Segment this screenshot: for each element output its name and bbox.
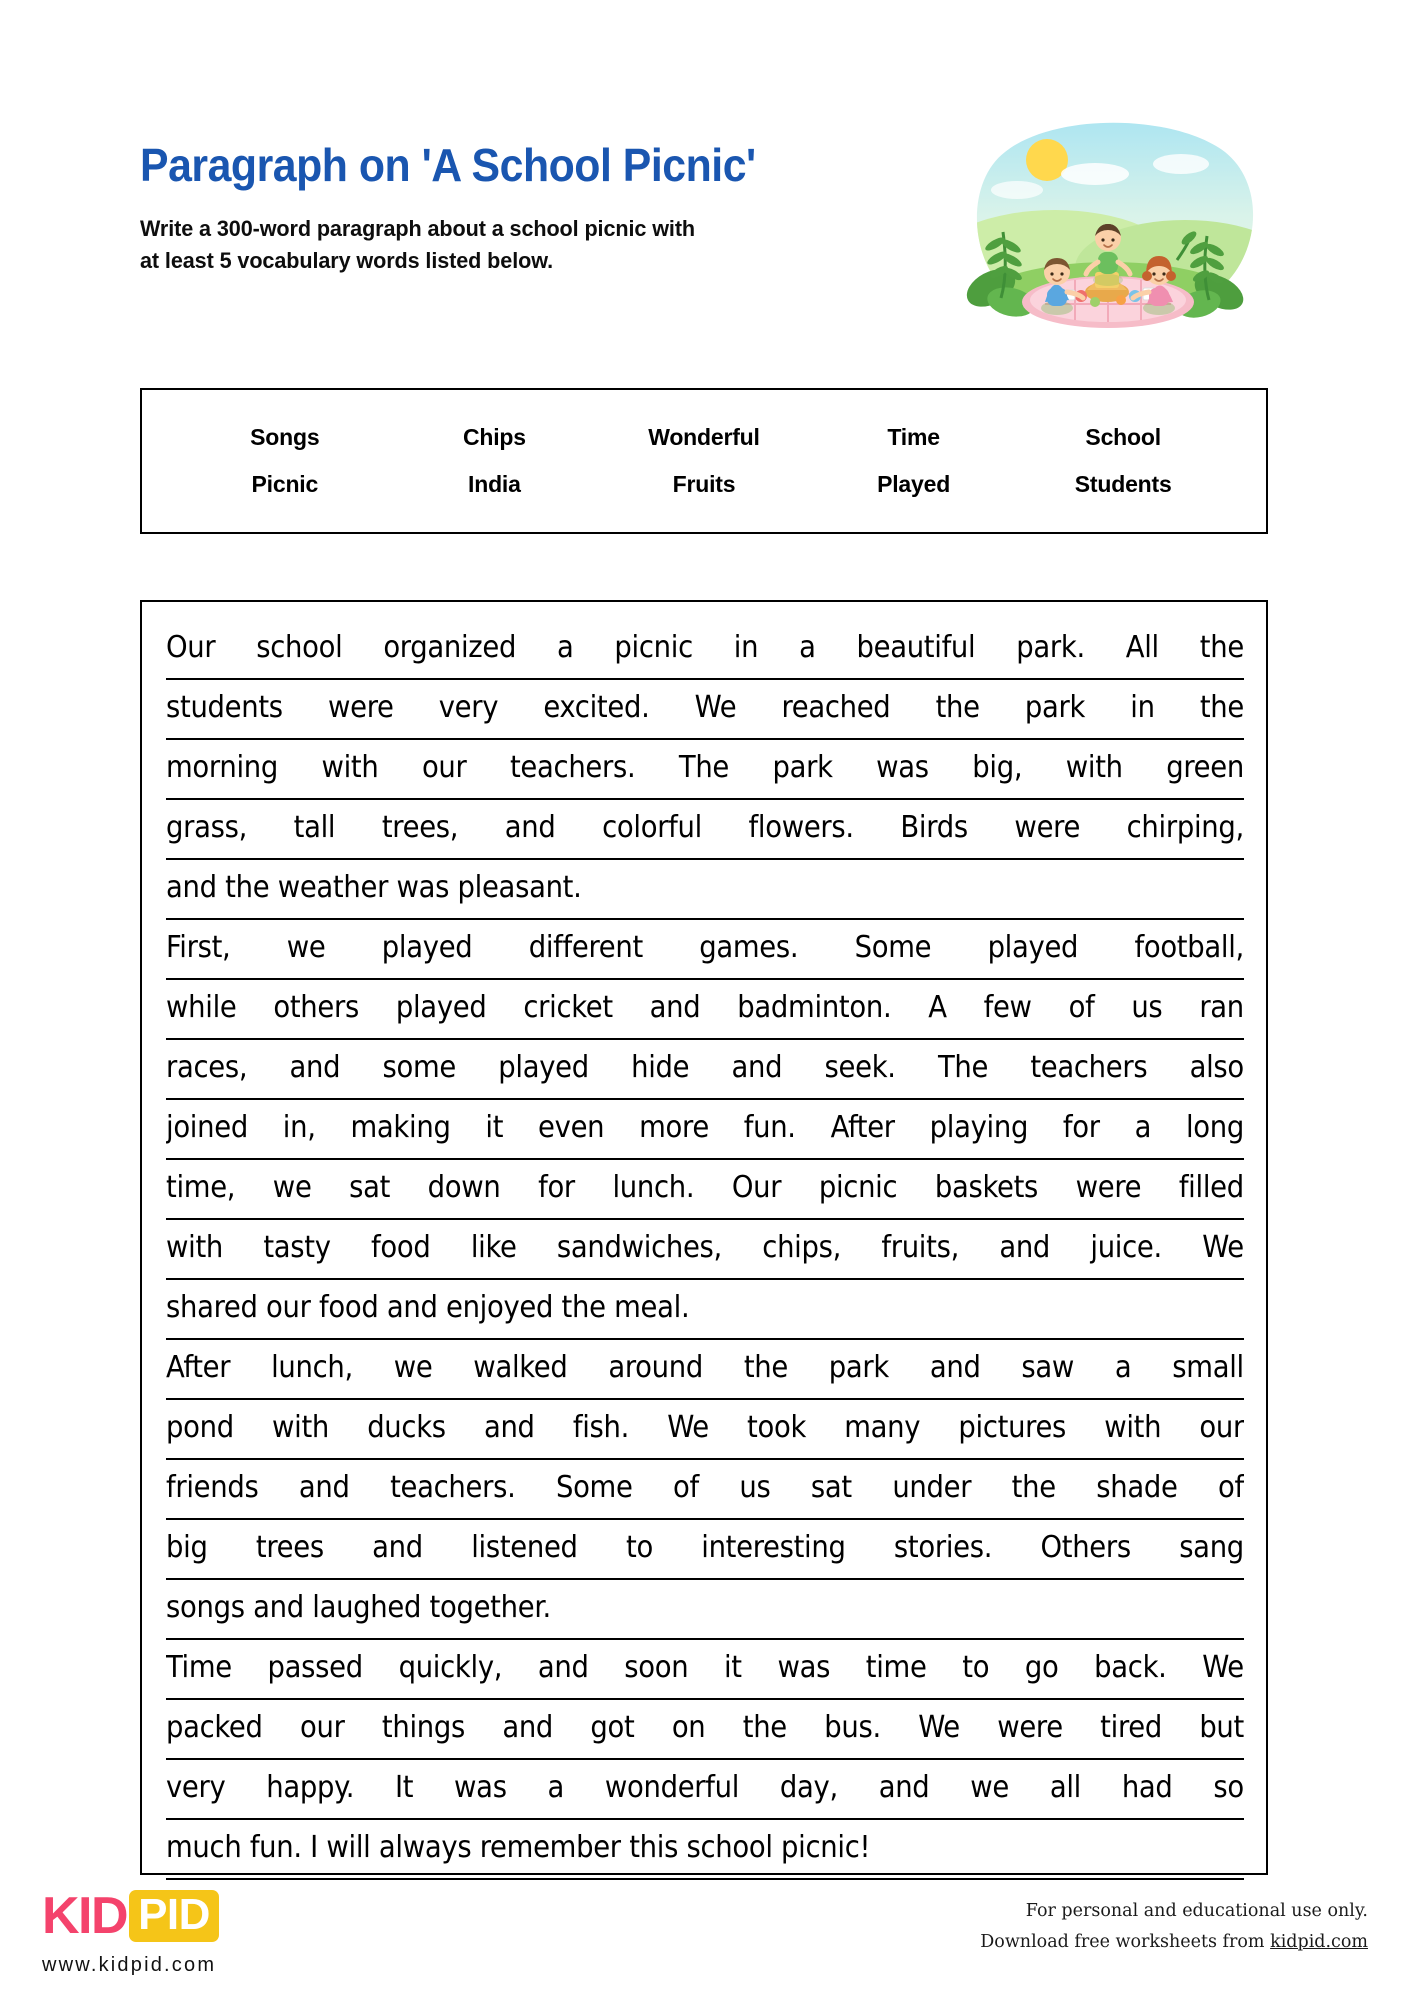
answer-paragraph-box	[140, 600, 1268, 1875]
vocabulary-word: School	[1085, 424, 1161, 450]
paragraph-line: big trees and listened to interesting stories. Others sang	[166, 1520, 1244, 1580]
instructions-line-1: Write a 300-word paragraph about a school picnic with	[140, 215, 696, 241]
kidpid-link[interactable]: kidpid.com	[1270, 1931, 1368, 1952]
vocabulary-word: Wonderful	[648, 424, 760, 450]
paragraph-line: Our school organized a picnic in a beautiful park. All the	[166, 620, 1244, 680]
kidpid-logo	[42, 1888, 362, 1988]
vocabulary-word: Students	[1074, 471, 1172, 497]
paragraph-line: First, we played different games. Some played football,	[166, 920, 1244, 980]
paragraph-line: friends and teachers. Some of us sat under the shade of	[166, 1460, 1244, 1520]
footer-note-line-2	[980, 1927, 1368, 1958]
paragraph-line: packed our things and got on the bus. We were tired but	[166, 1700, 1244, 1760]
vocabulary-word: Played	[877, 471, 951, 497]
paragraph-line: races, and some played hide and seek. The teachers also	[166, 1040, 1244, 1100]
logo-website-url: www.kidpid.com	[42, 1954, 217, 1976]
paragraph-line: shared our food and enjoyed the meal.	[166, 1280, 1244, 1340]
vocabulary-row-2	[142, 471, 1266, 498]
paragraph-line: time, we sat down for lunch. Our picnic baskets were filled	[166, 1160, 1244, 1220]
logo-pid-badge	[129, 1890, 219, 1942]
logo-pid-text: PID	[138, 1890, 210, 1939]
paragraph-line: while others played cricket and badminton. A few of us ran	[166, 980, 1244, 1040]
footer-note-line-1: For personal and educational use only.	[1025, 1901, 1368, 1921]
logo-kid-text: KID	[42, 1887, 128, 1945]
footer-note-prefix: Download free worksheets from	[980, 1931, 1271, 1952]
vocabulary-word-bank	[140, 388, 1268, 534]
instructions-line-2: at least 5 vocabulary words listed below.	[140, 248, 554, 274]
vocabulary-word: Songs	[250, 424, 320, 450]
paragraph-line: much fun. I will always remember this school picnic!	[166, 1820, 1244, 1880]
vocabulary-row-1	[142, 424, 1266, 451]
paragraph-line: with tasty food like sandwiches, chips, fruits, and juice. We	[166, 1220, 1244, 1280]
school-picnic-illustration	[945, 112, 1265, 342]
paragraph-line: and the weather was pleasant.	[166, 860, 1244, 920]
worksheet-instructions	[140, 213, 754, 278]
paragraph-line: grass, tall trees, and colorful flowers. Birds were chirping,	[166, 800, 1244, 860]
vocabulary-word: Chips	[462, 424, 526, 450]
vocabulary-word: Fruits	[672, 471, 736, 497]
paragraph-line: morning with our teachers. The park was big, with green	[166, 740, 1244, 800]
paragraph-answer-text	[166, 620, 1244, 1880]
paragraph-line: joined in, making it even more fun. After playing for a long	[166, 1100, 1244, 1160]
paragraph-line: After lunch, we walked around the park and saw a small	[166, 1340, 1244, 1400]
paragraph-line: Time passed quickly, and soon it was time to go back. We	[166, 1640, 1244, 1700]
paragraph-line: students were very excited. We reached the park in the	[166, 680, 1244, 740]
page-title: Paragraph on 'A School Picnic'	[140, 139, 756, 191]
vocabulary-word: Time	[887, 424, 940, 450]
vocabulary-word: Picnic	[251, 471, 319, 497]
paragraph-line: very happy. It was a wonderful day, and we all had so	[166, 1760, 1244, 1820]
paragraph-line: songs and laughed together.	[166, 1580, 1244, 1640]
vocabulary-word: India	[468, 471, 521, 497]
footer-usage-note	[980, 1896, 1368, 1957]
paragraph-line: pond with ducks and fish. We took many pictures with our	[166, 1400, 1244, 1460]
logo-mark	[42, 1888, 362, 1944]
